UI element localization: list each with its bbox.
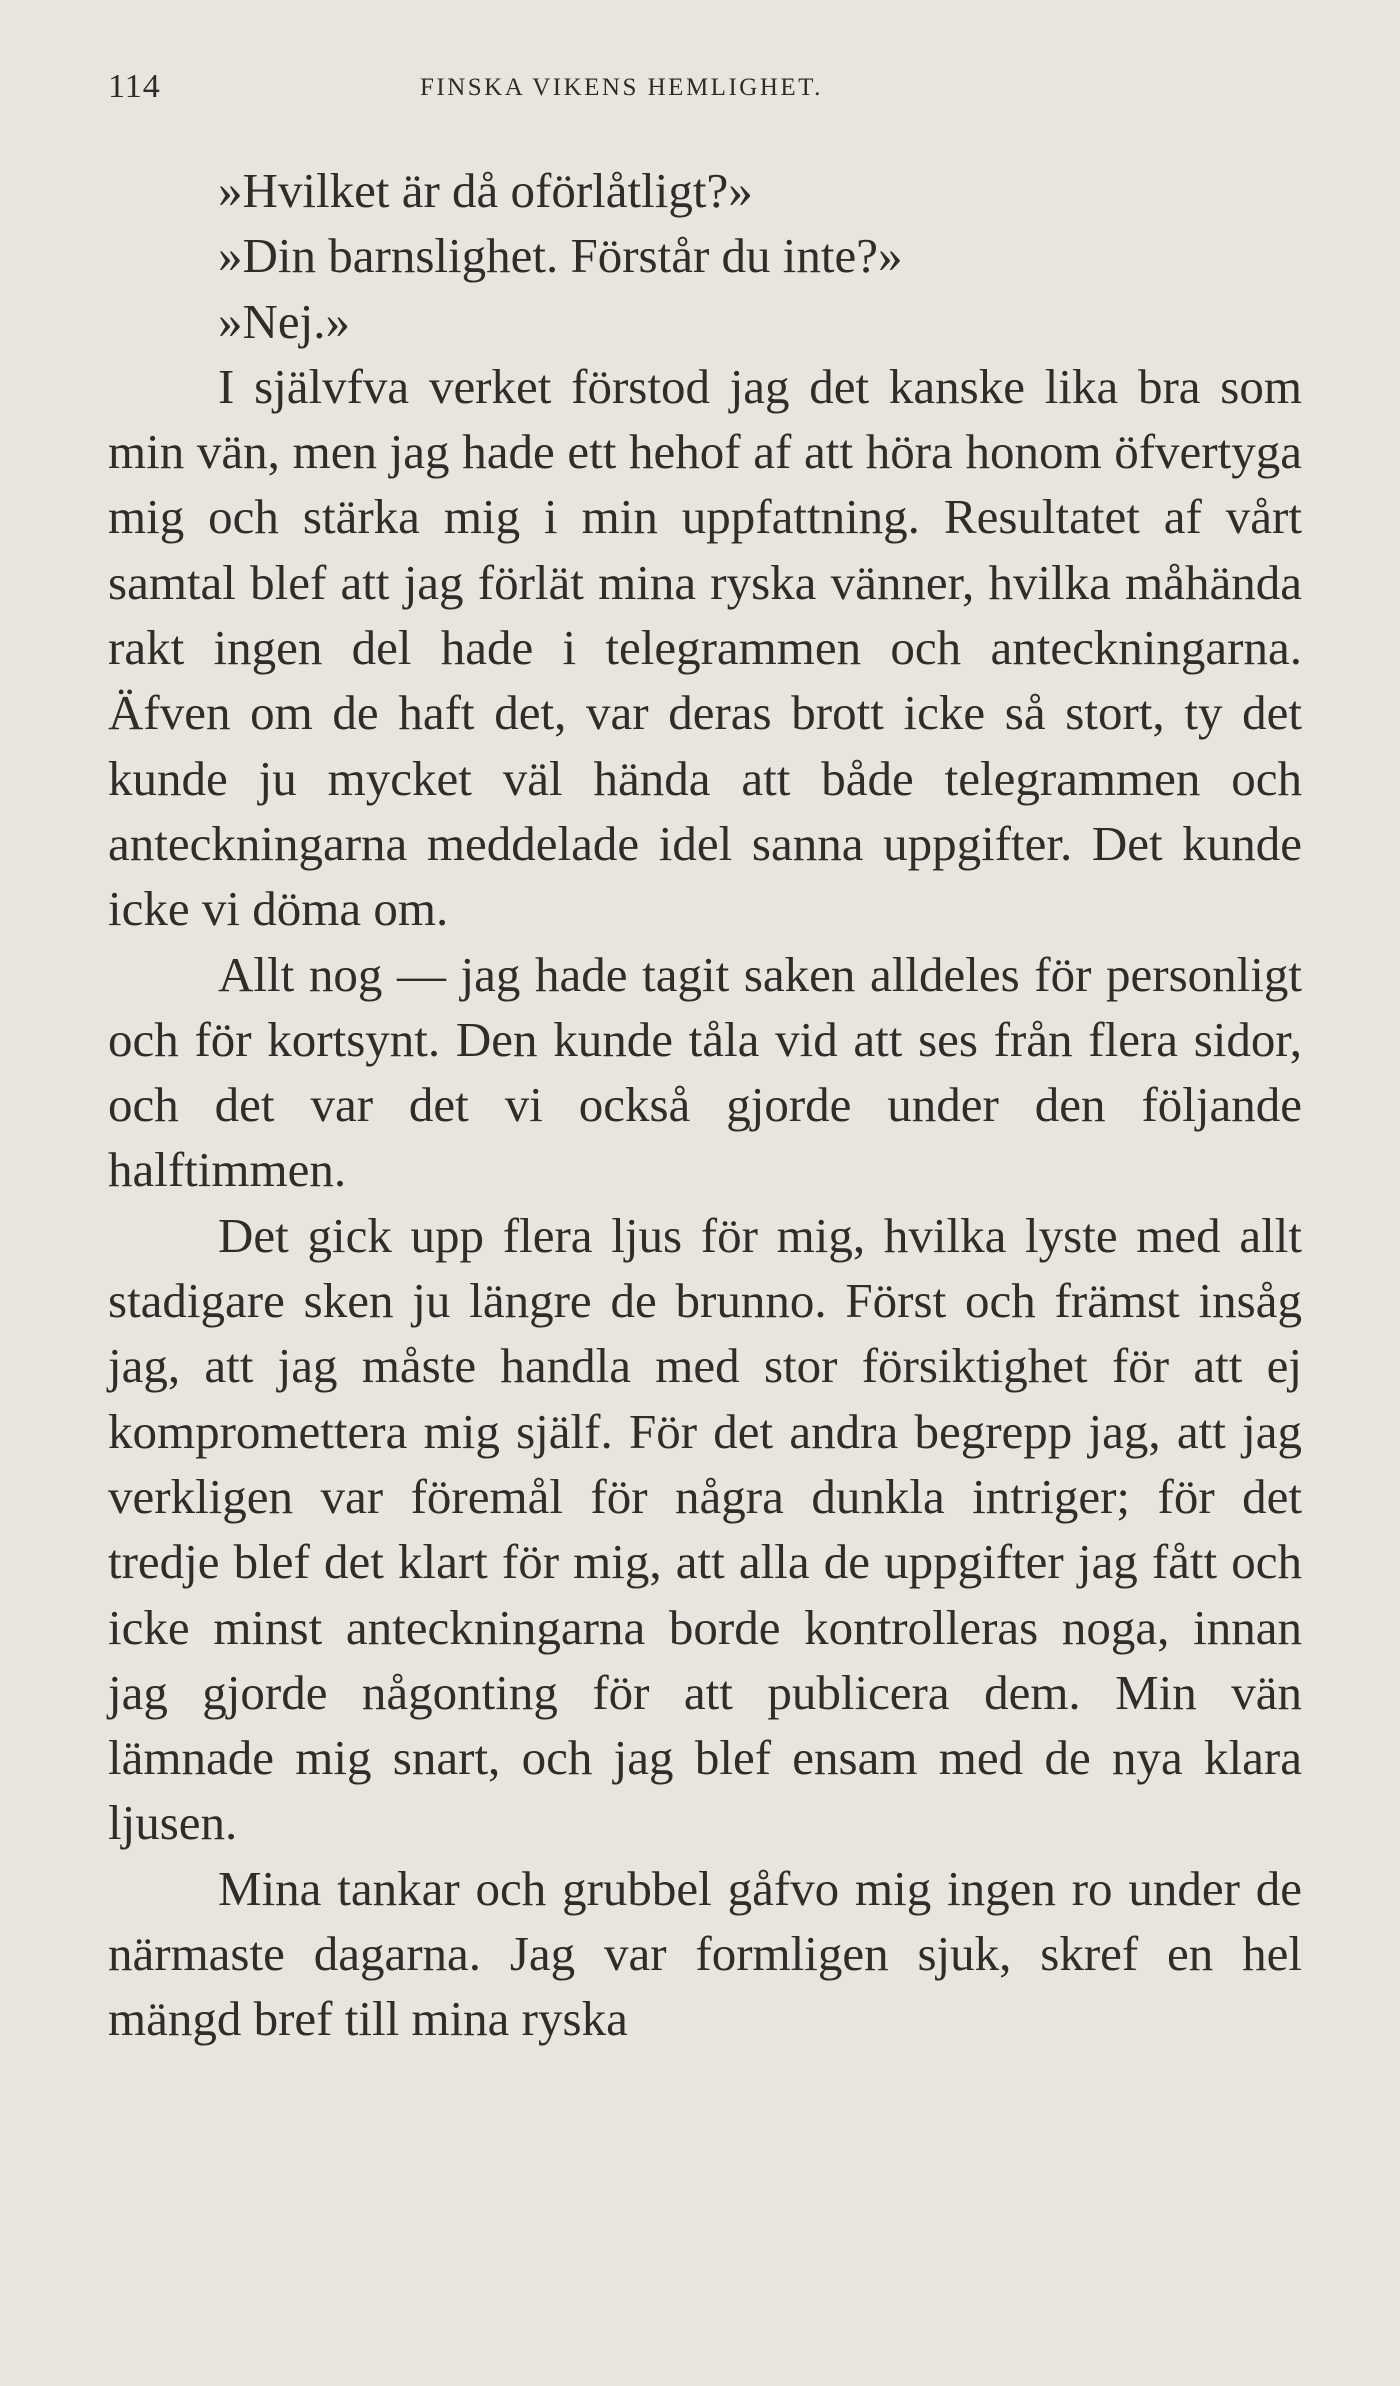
page-number: 114 [108, 68, 161, 105]
running-header [108, 68, 1302, 118]
paragraph-2: Allt nog — jag hade tagit saken alldeles för personligt och för kortsynt. Den kunde tåla vid att ses från flera sidor, och det var det vi också gjorde under den följande halftimmen. [108, 946, 1302, 1198]
paragraph-dialog-1: »Hvilket är då oförlåtligt?» [218, 163, 753, 218]
body-text [108, 158, 1302, 2052]
paragraph-dialog-3: »Nej.» [218, 293, 350, 349]
paragraph-1: I självfva verket förstod jag det kanske lika bra som min vän, men jag hade ett hehof af att höra honom öfvertyga mig och stärka mig i min uppfattning. Resultatet af vårt samtal blef att jag förlät mina ryska vänner, hvilka måhända rakt ingen del hade i telegrammen och anteckningarna. Äfven om de haft det, var deras brott icke så stort, ty det kunde ju mycket väl hända att både telegrammen och anteckningarna meddelade idel sanna uppgifter. Det kunde icke vi döma om. [108, 358, 1302, 937]
paragraph-dialog-2: »Din barnslighet. Förstår du inte?» [218, 228, 903, 284]
paragraph-4: Mina tankar och grubbel gåfvo mig ingen ro under de närmaste dagarna. Jag var formligen sjuk, skref en hel mängd bref till mina ryska [108, 1860, 1302, 2047]
running-title: FINSKA VIKENS HEMLIGHET. [420, 74, 823, 101]
paragraph-3: Det gick upp flera ljus för mig, hvilka lyste med allt stadigare sken ju längre de brunno. Först och främst insåg jag, att jag måste handla med stor försiktighet för att ej kompromettera mig själf. För det andra begrepp jag, att jag verkligen var föremål för några dunkla intriger; för det tredje blef det klart för mig, att alla de uppgifter jag fått och icke minst anteckningarna borde kontrolleras noga, innan jag gjorde någonting för att publicera dem. Min vän lämnade mig snart, och jag blef ensam med de nya klara ljusen. [108, 1207, 1302, 1851]
